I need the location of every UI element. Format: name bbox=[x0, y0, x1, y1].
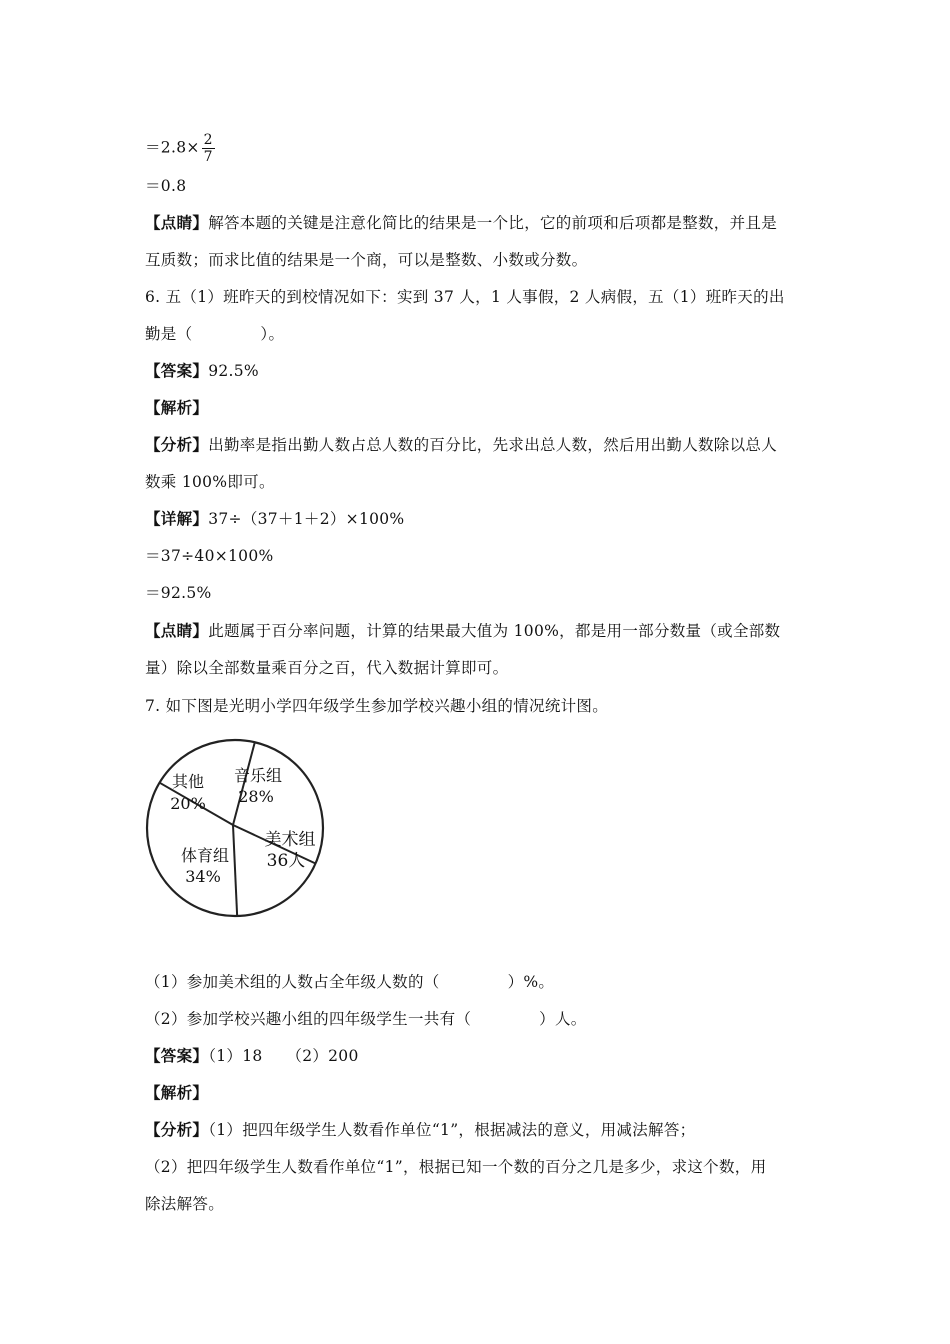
q6-stem-line-2: 勤是（ ）。 bbox=[145, 325, 285, 343]
slice-label-art-name: 美术组 bbox=[264, 830, 316, 850]
q7-answer: 【答案】（1）18 （2）200 bbox=[145, 1046, 359, 1065]
q6-fenxi-line-1: 【分析】出勤率是指出勤人数占总人数的百分比，先求出总人数，然后用出勤人数除以总人 bbox=[145, 435, 778, 454]
q6-dianjing-line-1: 【点睛】此题属于百分率问题，计算的结果最大值为 100%，都是用一部分数量（或全部数 bbox=[145, 621, 781, 640]
pie-labels bbox=[170, 766, 315, 886]
slice-label-art-value: 36人 bbox=[266, 851, 306, 871]
slice-label-sports-value: 34% bbox=[185, 867, 221, 886]
slice-boundary-3 bbox=[233, 825, 237, 916]
q7-fenxi-line-3: 除法解答。 bbox=[145, 1195, 225, 1213]
pie-chart bbox=[140, 735, 350, 920]
calc-line-1: ＝2.8× $\frac{2}{7}$ bbox=[145, 132, 213, 165]
dianjing1-line-1: 【点睛】解答本题的关键是注意化简比的结果是一个比，它的前项和后项都是整数，并且是 bbox=[145, 213, 778, 232]
fraction: $\frac{2}{7}$ bbox=[203, 132, 213, 165]
q7-fenxi-line-2: （2）把四年级学生人数看作单位“1”，根据已知一个数的百分之几是多少，求这个数，用 bbox=[145, 1158, 767, 1176]
q6-jiexi: 【解析】 bbox=[145, 398, 209, 417]
q6-dianjing-line-2: 量）除以全部数量乘百分之百，代入数据计算即可。 bbox=[145, 659, 509, 677]
dianjing1-line-2: 互质数；而求比值的结果是一个商，可以是整数、小数或分数。 bbox=[145, 251, 588, 269]
q6-xiangjie-line-3: ＝92.5% bbox=[145, 584, 212, 602]
q7-fenxi-line-1: 【分析】（1）把四年级学生人数看作单位“1”，根据减法的意义，用减法解答； bbox=[145, 1120, 696, 1139]
q7-stem: 7. 如下图是光明小学四年级学生参加学校兴趣小组的情况统计图。 bbox=[145, 697, 609, 715]
q6-xiangjie-line-1: 【详解】37÷（37＋1＋2）×100% bbox=[145, 509, 405, 528]
slice-label-music-value: 28% bbox=[238, 787, 274, 806]
q6-xiangjie-line-2: ＝37÷40×100% bbox=[145, 547, 274, 565]
q6-answer: 【答案】92.5% bbox=[145, 361, 259, 380]
slice-label-other-name: 其他 bbox=[171, 772, 205, 791]
q7-sub-2: （2）参加学校兴趣小组的四年级学生一共有（ ）人。 bbox=[145, 1010, 587, 1028]
q7-jiexi: 【解析】 bbox=[145, 1083, 209, 1102]
q7-sub-1: （1）参加美术组的人数占全年级人数的（ ）%。 bbox=[145, 973, 555, 991]
slice-label-music-name: 音乐组 bbox=[233, 766, 283, 785]
calc-line-2: ＝0.8 bbox=[145, 177, 187, 195]
q6-stem-line-1: 6. 五（1）班昨天的到校情况如下：实到 37 人，1 人事假，2 人病假，五（1）班昨天的出 bbox=[145, 288, 785, 306]
slice-label-sports-name: 体育组 bbox=[180, 846, 230, 865]
q6-fenxi-line-2: 数乘 100%即可。 bbox=[145, 473, 275, 491]
slice-label-other-value: 20% bbox=[170, 794, 206, 813]
